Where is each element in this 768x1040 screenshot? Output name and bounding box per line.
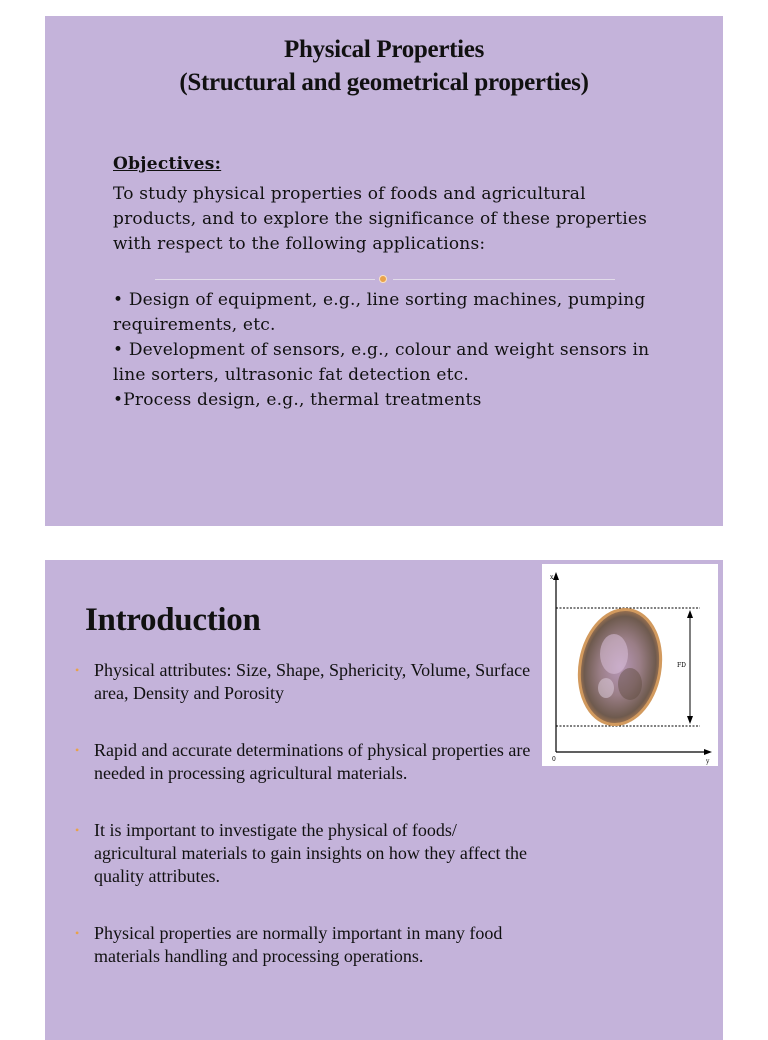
list-item: • Design of equipment, e.g., line sorting machines, pumping requirements, etc. <box>113 290 646 335</box>
objectives-text: To study physical properties of foods and agricultural products, and to explore the significance of these properties with respect to the following applications: <box>113 184 648 254</box>
figure-svg <box>542 564 718 766</box>
list-item: • Development of sensors, e.g., colour and weight sensors in line sorters, ultrasonic fat detection etc. <box>113 340 650 385</box>
slide-title: Introduction <box>85 602 261 638</box>
seed-shadow <box>618 668 642 700</box>
list-item-text: Physical attributes: Size, Shape, Sphericity, Volume, Surface area, Density and Porosity <box>94 660 531 703</box>
list-item <box>75 922 535 968</box>
list-item: •Process design, e.g., thermal treatments <box>113 390 482 410</box>
list-item <box>75 659 535 705</box>
objectives-heading: Objectives: <box>113 154 222 174</box>
application-list <box>113 288 673 413</box>
divider-left <box>155 279 375 280</box>
divider-right <box>393 279 615 280</box>
dimension-arrow-down-icon <box>687 716 693 724</box>
y-axis-label: x <box>550 574 554 581</box>
seed-highlight <box>600 634 628 674</box>
dimension-arrow-up-icon <box>687 610 693 618</box>
slide-title-line2: (Structural and geometrical properties) <box>179 69 589 96</box>
list-item-text: Physical properties are normally important in many food materials handling and processing operations. <box>94 923 503 966</box>
introduction-list <box>75 659 535 968</box>
seed-spot <box>598 678 614 698</box>
seed-dimension-figure <box>542 564 718 766</box>
divider-dot-icon <box>379 275 387 283</box>
slide-objectives <box>45 16 723 526</box>
bullet-dot-icon: • <box>75 663 80 677</box>
x-axis-arrow-icon <box>704 749 712 755</box>
bullet-dot-icon: • <box>75 926 80 940</box>
origin-label: 0 <box>552 756 556 763</box>
dimension-label: FD <box>677 662 686 669</box>
bullet-dot-icon: • <box>75 743 80 757</box>
slide-title-line1: Physical Properties <box>283 36 485 63</box>
bullet-dot-icon: • <box>75 823 80 837</box>
x-axis-label: y <box>706 758 710 765</box>
list-item-text: It is important to investigate the physical of foods/ agricultural materials to gain insights on how they affect the quality attributes. <box>94 820 528 886</box>
y-axis-arrow-icon <box>553 572 559 580</box>
list-item <box>75 819 535 888</box>
list-item <box>75 739 535 785</box>
list-item-text: Rapid and accurate determinations of physical properties are needed in processing agricultural materials. <box>94 740 531 783</box>
